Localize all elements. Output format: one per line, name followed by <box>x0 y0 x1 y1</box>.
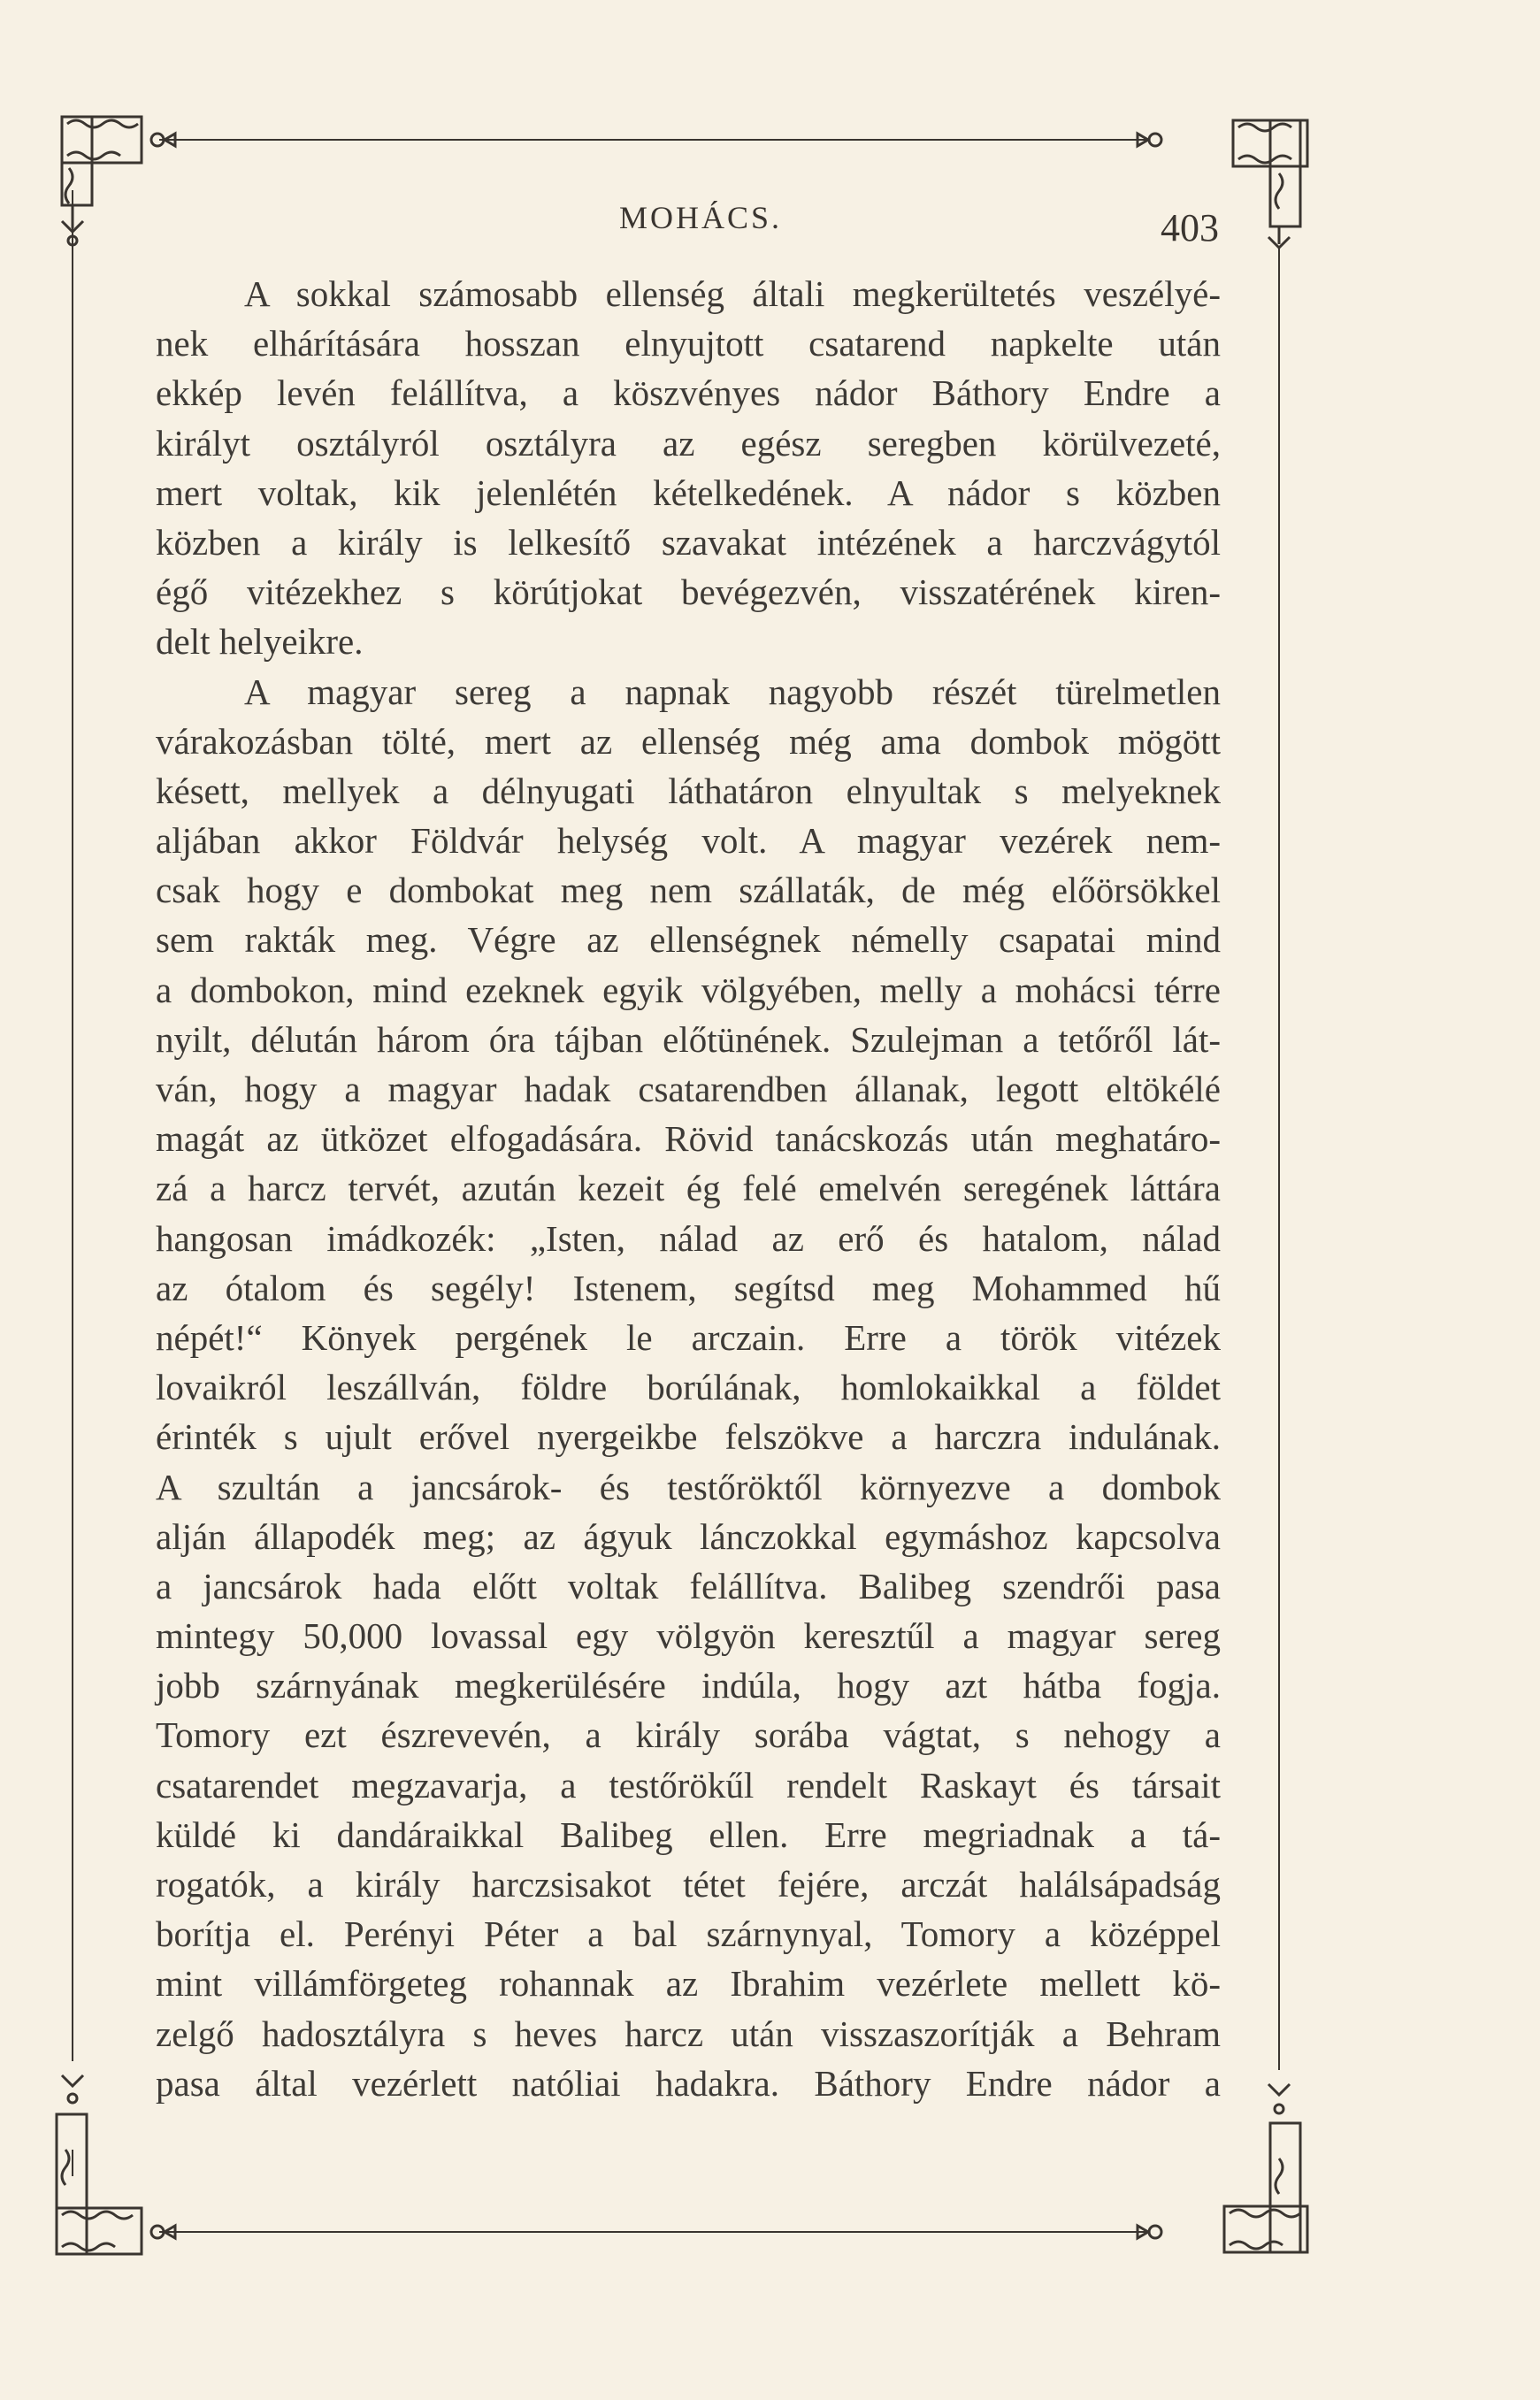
text-line: lovaikról leszállván, földre borúlának, homlokaikkal a földet <box>156 1367 1221 1408</box>
text-line: rogatók, a király harczsisakot tétet fejére, arczát halálsápadság <box>156 1864 1221 1905</box>
text-line: közben a király is lelkesítő szavakat intézének a harczvágytól <box>156 521 1221 563</box>
text-line: királyt osztályról osztályra az egész seregben körülvezeté, <box>156 422 1221 464</box>
text-line: A szultán a jancsárok- és testőröktől környezve a dombok <box>156 1466 1221 1507</box>
text-line: késett, mellyek a délnyugati láthatáron elnyultak s melyeknek <box>156 770 1221 811</box>
text-line: az ótalom és segély! Istenem, segítsd meg Mohammed hű <box>156 1267 1221 1308</box>
running-title: MOHÁCS. <box>619 200 783 235</box>
text-line: alján állapodék meg; az ágyuk lánczokkal egymáshoz kapcsolva <box>156 1515 1221 1557</box>
text-line: A magyar sereg a napnak nagyobb részét türelmetlen <box>244 671 1221 712</box>
text-line: zelgő hadosztályra s heves harcz után visszaszorítják a Behram <box>156 2013 1221 2054</box>
text-line: a jancsárok hada előtt voltak felállítva. Balibeg szendrői pasa <box>156 1565 1221 1606</box>
text-line: nek elhárítására hosszan elnyujtott csatarend napkelte után <box>156 323 1221 364</box>
text-line: csak hogy e dombokat meg nem szállaták, de még előörsökkel <box>156 870 1221 911</box>
text-line: érinték s ujult erővel nyergeikbe felszökve a harczra indulának. <box>156 1416 1221 1458</box>
body-text <box>156 269 1221 2108</box>
text-line: hangosan imádkozék: „Isten, nálad az erő és hatalom, nálad <box>156 1217 1221 1259</box>
text-line: magát az ütközet elfogadására. Rövid tanácskozás után meghatáro- <box>156 1118 1221 1160</box>
text-line: mintegy 50,000 lovassal egy völgyön keresztűl a magyar sereg <box>156 1615 1221 1657</box>
text-line: Tomory ezt észrevevén, a király sorába vágtat, s nehogy a <box>156 1714 1221 1756</box>
text-line: ekkép levén felállítva, a köszvényes nádor Báthory Endre a <box>156 372 1221 414</box>
text-line: pasa által vezérlett natóliai hadakra. Báthory Endre nádor a <box>156 2062 1221 2104</box>
text-line: a dombokon, mind ezeknek egyik völgyében, melly a mohácsi térre <box>156 969 1221 1010</box>
text-line: népét!“ Könyek pergének le arczain. Erre a török vitézek <box>156 1316 1221 1358</box>
text-line: nyilt, délután három óra tájban előtünének. Szulejman a tetőről lát- <box>156 1018 1221 1060</box>
text-line: égő vitézekhez s körútjokat bevégezvén, visszatérének kiren- <box>156 571 1221 613</box>
text-line: várakozásban tölté, mert az ellenség még ama dombok mögött <box>156 720 1221 762</box>
text-line: jobb szárnyának megkerülésére indúla, hogy azt hátba fogja. <box>156 1665 1221 1706</box>
text-line: küldé ki dandáraikkal Balibeg ellen. Erre megriadnak a tá- <box>156 1813 1221 1855</box>
corner-top-left-ornament-icon <box>62 117 175 245</box>
text-line: zá a harcz tervét, azután kezeit ég felé emelvén seregének láttára <box>156 1168 1221 1209</box>
corner-bottom-right-ornament-icon <box>1138 2084 1307 2252</box>
text-line: borítja el. Perényi Péter a bal szárnynyal, Tomory a középpel <box>156 1913 1221 1955</box>
text-line: delt helyeikre. <box>156 621 364 663</box>
text-line: mert voltak, kik jelenlétén kételkedének. A nádor s közben <box>156 472 1221 513</box>
text-line: aljában akkor Földvár helység volt. A magyar vezérek nem- <box>156 820 1221 862</box>
text-line: A sokkal számosabb ellenség általi megkerültetés veszélyé- <box>244 273 1221 314</box>
page-number: 403 <box>1161 206 1219 249</box>
text-line: mint villámförgeteg rohannak az Ibrahim vezérlete mellett kö- <box>156 1963 1221 2005</box>
text-line: csatarendet megzavarja, a testőrökűl rendelt Raskayt és társait <box>156 1764 1221 1806</box>
text-line: ván, hogy a magyar hadak csatarendben állanak, legott eltökélé <box>156 1069 1221 1109</box>
text-line: sem rakták meg. Végre az ellenségnek némelly csapatai mind <box>156 919 1221 961</box>
